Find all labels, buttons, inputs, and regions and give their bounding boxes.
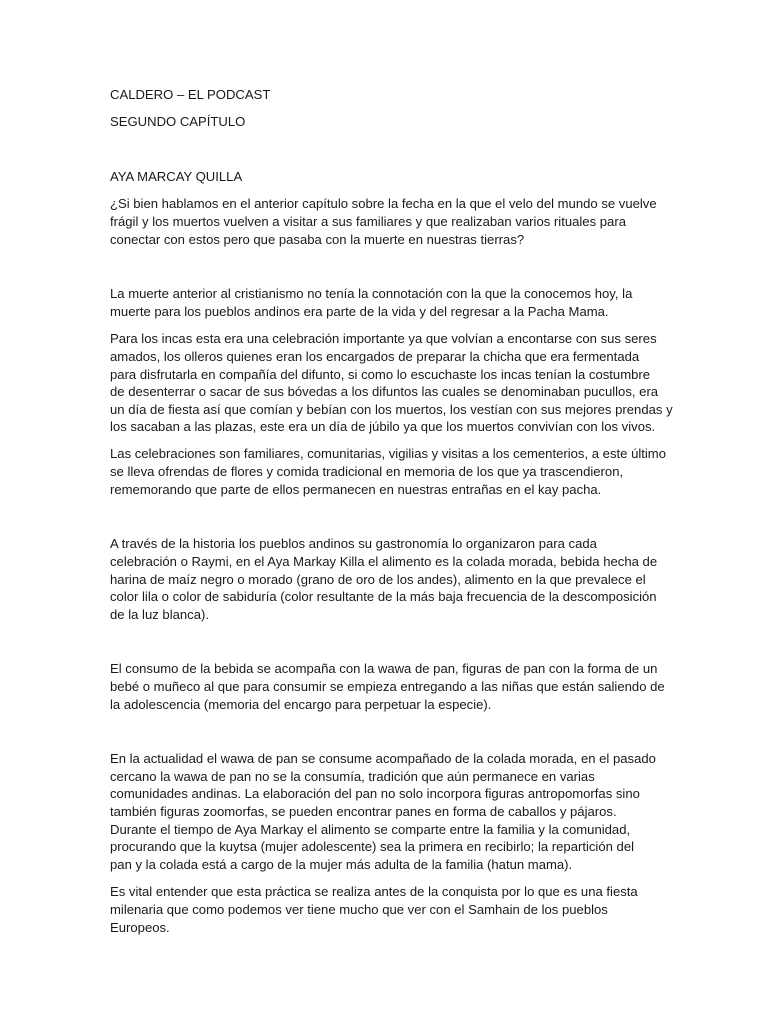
paragraph-line: Durante el tiempo de Aya Markay el alimento se comparte entre la familia y la comunidad, (110, 822, 631, 837)
paragraph-line: rememorando que parte de ellos permanecen en nuestras entrañas en el kay pacha. (110, 482, 602, 497)
paragraph-line: muerte para los pueblos andinos era parte de la vida y del regresar a la Pacha Mama. (110, 304, 609, 319)
paragraph-line: Las celebraciones son familiares, comunitarias, vigilias y visitas a los cementerios, a este último (110, 446, 666, 461)
paragraph-line: de la luz blanca). (110, 607, 209, 622)
paragraph-line: la adolescencia (memoria del encargo para perpetuar la especie). (110, 697, 492, 712)
paragraph-line: procurando que la kuytsa (mujer adolescente) sea la primera en recibirlo; la repartición del (110, 839, 635, 854)
paragraph-line: Europeos. (110, 920, 170, 935)
paragraph-line: amados, los olleros quienes eran los encargados de preparar la chicha que era fermentada (110, 349, 640, 364)
paragraph-line: los sacaban a las plazas, este era un día de júbilo ya que los muertos convivían con los vivos. (110, 419, 656, 434)
paragraph-line: celebración o Raymi, en el Aya Markay Killa el alimento es la colada morada, bebida hecha de (110, 554, 658, 569)
paragraph-line: comunidades andinas. La elaboración del pan no solo incorpora figuras antropomorfas sino (110, 786, 640, 801)
paragraph-line: Para los incas esta era una celebración importante ya que volvían a encontarse con sus seres (110, 331, 657, 346)
header-title: CALDERO – EL PODCAST (110, 87, 271, 102)
paragraph-line: un día de fiesta así que comían y bebían con los muertos, los vestían con sus mejores prendas y (110, 402, 673, 417)
paragraph-line: El consumo de la bebida se acompaña con la wawa de pan, figuras de pan con la forma de un (110, 661, 658, 676)
chapter-title: SEGUNDO CAPÍTULO (110, 114, 246, 129)
paragraph-line: milenaria que como podemos ver tiene mucho que ver con el Samhain de los pueblos (110, 902, 608, 917)
paragraph-line: para disfrutarla en compañía del difunto, si como lo escuchaste los incas tenían la costumbre (110, 367, 651, 382)
paragraph-line: ¿Si bien hablamos en el anterior capítulo sobre la fecha en la que el velo del mundo se vuelve (110, 196, 657, 211)
paragraph-line: conectar con estos pero que pasaba con la muerte en nuestras tierras? (110, 232, 525, 247)
paragraph-line: bebé o muñeco al que para consumir se empieza entregando a las niñas que están saliendo de (110, 679, 665, 694)
paragraph-line: frágil y los muertos vuelven a visitar a sus familiares y que realizaban varios rituales para (110, 214, 626, 229)
section-title: AYA MARCAY QUILLA (110, 169, 243, 184)
paragraph-line: de desenterrar o sacar de sus bóvedas a los difuntos las cuales se denominaban pucullos, era (110, 384, 659, 399)
paragraph-line: Es vital entender que esta práctica se realiza antes de la conquista por lo que es una fiesta (110, 884, 638, 899)
paragraph-line: se lleva ofrendas de flores y comida tradicional en memoria de los que ya trascendieron, (110, 464, 624, 479)
paragraph-line: A través de la historia los pueblos andinos su gastronomía lo organizaron para cada (110, 536, 597, 551)
paragraph-line: color lila o color de sabiduría (color resultante de la más baja frecuencia de la descomposición (110, 589, 657, 604)
paragraph-line: también figuras zoomorfas, se pueden encontrar panes en forma de caballos y pájaros. (110, 804, 617, 819)
paragraph-line: cercano la wawa de pan no se la consumía, tradición que aún permanece en varias (110, 769, 595, 784)
paragraph-line: En la actualidad el wawa de pan se consume acompañado de la colada morada, en el pasado (110, 751, 656, 766)
paragraph-line: harina de maíz negro o morado (grano de oro de los andes), alimento en la que prevalece el (110, 572, 646, 587)
paragraph-line: La muerte anterior al cristianismo no tenía la connotación con la que la conocemos hoy, la (110, 286, 633, 301)
paragraph-line: pan y la colada está a cargo de la mujer más adulta de la familia (hatun mama). (110, 857, 573, 872)
